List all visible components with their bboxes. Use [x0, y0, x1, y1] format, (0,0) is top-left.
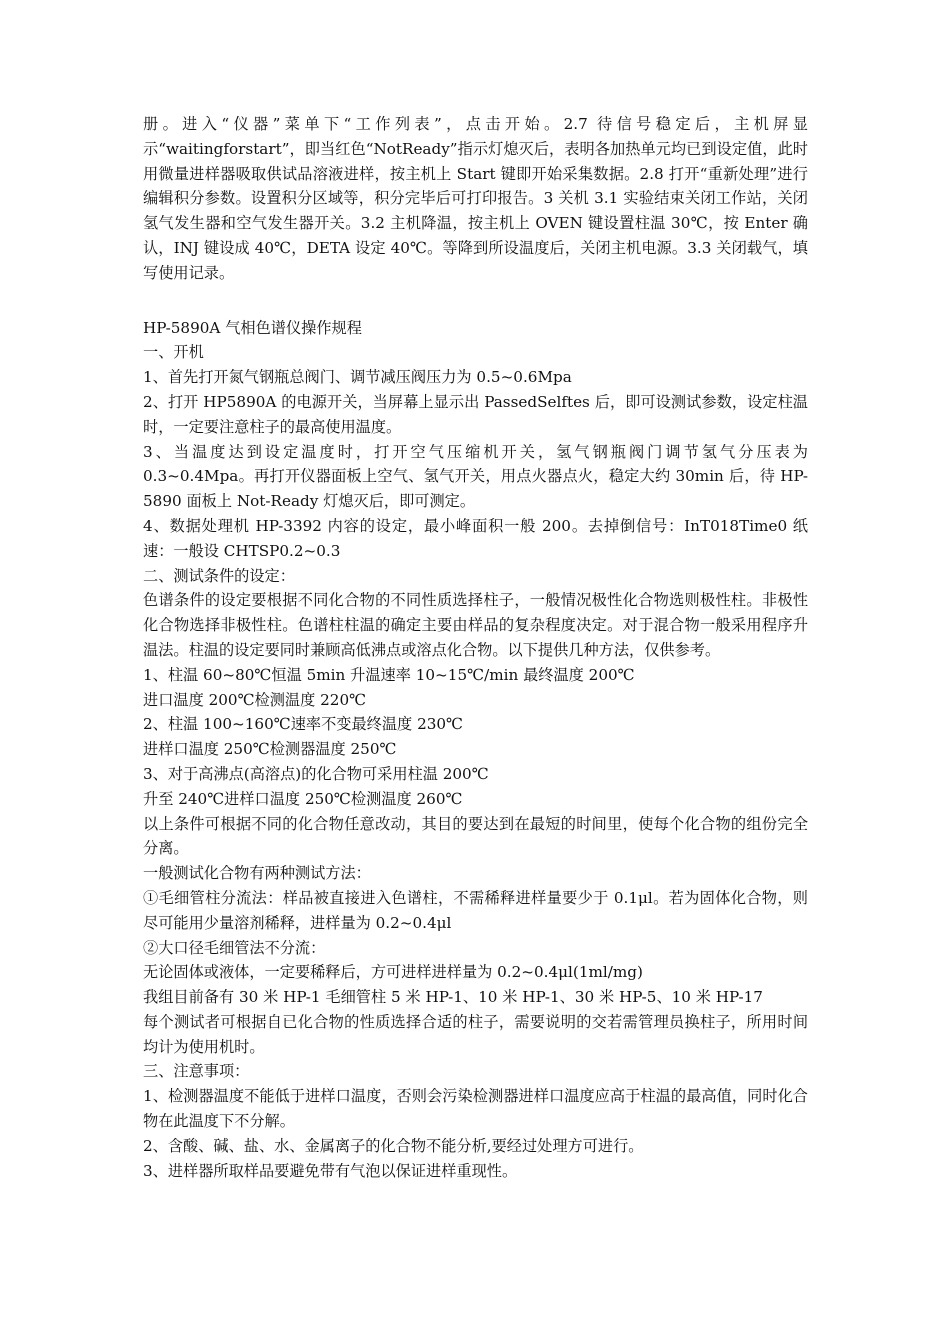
method-3-line-2: 升至 240℃进样口温度 250℃检测温度 260℃ [143, 789, 463, 808]
precaution-1: 1、检测器温度不能低于进样口温度，否则会污染检测器进样口温度应高于柱温的最高值，同时化合物在此温度下不分解。 [143, 1087, 808, 1131]
column-selection-note: 每个测试者可根据自已化合物的性质选择合适的柱子，需要说明的交若需管理员换柱子，所用时间均计为使用机时。 [143, 1012, 808, 1056]
available-columns: 我组目前备有 30 米 HP-1 毛细管柱 5 米 HP-1、10 米 HP-1、30 米 HP-5、10 米 HP-17 [143, 988, 763, 1007]
test-methods-intro: 一般测试化合物有两种测试方法： [143, 864, 371, 883]
method-2-line-2: 进样口温度 250℃检测器温度 250℃ [143, 740, 397, 759]
document-page [143, 112, 808, 1183]
test-method-splitless: ②大口径毛细管法不分流： [143, 938, 326, 957]
paragraph-continuation: 册。进入“仪器”菜单下“工作列表”，点击开始。2.7 待信号稳定后，主机屏显示“waitingforstart”，即当红色“NotReady”指示灯熄灭后，表明各加热单元均已到设定值，此时用微量进样器吸取供试品溶液进样，按主机上 Start 键即开始采集数据。2.8 打开“重新处理”进行编辑积分参数。设置积分区域等，积分完毕后可打印报告。3 关机 3.1 实验结束关闭工作站，关闭氢气发生器和空气发生器开关。3.2 主机降温，按主机上 OVEN 键设置柱温 30℃，按 Enter 确认，INJ 键设成 40℃，DETA 设定 40℃。等降到所设温度后，关闭主机电源。3.3 关闭载气，填写使用记录。 [143, 115, 808, 282]
method-1-line-1: 1、柱温 60~80℃恒温 5min 升温速率 10~15℃/min 最终温度 200℃ [143, 665, 635, 684]
conditions-paragraph: 色谱条件的设定要根据不同化合物的不同性质选择柱子，一般情况极性化合物选则极性柱。非极性化合物选择非极性柱。色谱柱柱温的确定主要由样品的复杂程度决定。对于混合物一般采用程序升温法。柱温的设定要同时兼顾高低沸点或溶点化合物。以下提供几种方法，仅供参考。 [143, 591, 808, 659]
method-3-line-1: 3、对于高沸点(高溶点)的化合物可采用柱温 200℃ [143, 764, 489, 783]
section-heading-precautions: 三、注意事项： [143, 1062, 250, 1081]
step-4: 4、数据处理机 HP-3392 内容的设定，最小峰面积一般 200。去掉倒信号：InT018Time0 纸速：一般设 CHTSP0.2~0.3 [143, 516, 808, 560]
conditions-note: 以上条件可根据不同的化合物任意改动，其目的要达到在最短的时间里，使每个化合物的组份完全分离。 [143, 814, 808, 858]
step-1: 1、首先打开氮气钢瓶总阀门、调节减压阀压力为 0.5~0.6Mpa [143, 368, 572, 387]
step-2: 2、打开 HP5890A 的电源开关，当屏幕上显示出 PassedSelftes 后，即可设测试参数，设定柱温时，一定要注意柱子的最高使用温度。 [143, 392, 808, 436]
splitless-detail: 无论固体或液体，一定要稀释后，方可进样进样量为 0.2~0.4μl(1ml/mg) [143, 963, 643, 982]
paragraph-gap [143, 286, 808, 316]
precaution-2: 2、含酸、碱、盐、水、金属离子的化合物不能分析,要经过处理方可进行。 [143, 1136, 644, 1155]
method-2-line-1: 2、柱温 100~160℃速率不变最终温度 230℃ [143, 715, 464, 734]
section-heading-startup: 一、开机 [143, 343, 204, 362]
method-1-line-2: 进口温度 200℃检测温度 220℃ [143, 690, 367, 709]
precaution-3: 3、进样器所取样品要避免带有气泡以保证进样重现性。 [143, 1161, 518, 1180]
document-title: HP-5890A 气相色谱仪操作规程 [143, 318, 362, 337]
test-method-split: ①毛细管柱分流法：样品被直接进入色谱柱，不需稀释进样量要少于 0.1μl。若为固体化合物，则尽可能用少量溶剂稀释，进样量为 0.2~0.4μl [143, 888, 808, 932]
section-heading-conditions: 二、测试条件的设定： [143, 566, 295, 585]
step-3: 3、当温度达到设定温度时，打开空气压缩机开关，氢气钢瓶阀门调节氢气分压表为 0.3~0.4Mpa。再打开仪器面板上空气、氢气开关，用点火器点火，稳定大约 30min 后，待 HP-5890 面板上 Not-Ready 灯熄灭后，即可测定。 [143, 442, 808, 511]
